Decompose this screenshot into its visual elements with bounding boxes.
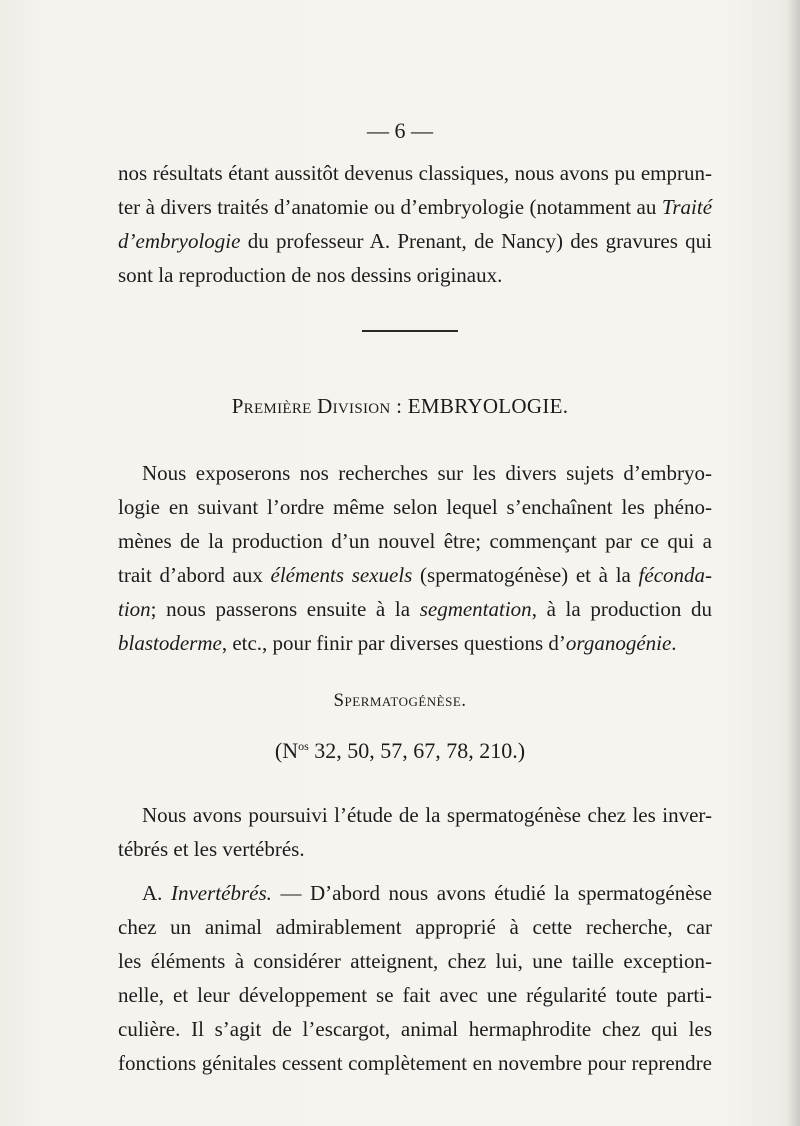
text-span: A. xyxy=(142,881,163,905)
text-line: nos résultats étant aussitôt devenus classiques, nous avons pu emprun- xyxy=(118,161,712,185)
numbers-superscript: os xyxy=(298,739,309,753)
text-span: (spermatogénèse) et à la xyxy=(420,563,631,587)
text-line xyxy=(118,558,712,592)
text-line: mènes de la production d’un nouvel être; commençant par ce qui a xyxy=(118,529,712,553)
text-line xyxy=(118,626,712,660)
reference-numbers xyxy=(0,738,800,764)
italic-span: d’embryologie xyxy=(118,229,241,253)
text-line: chez un animal admirablement approprié à cette recherche, car xyxy=(118,915,712,939)
paragraph-spermatogenese xyxy=(118,798,712,866)
text-line: les éléments à considérer atteignent, chez lui, une taille exception- xyxy=(118,949,712,973)
text-span: du professeur A. Prenant, de Nancy) des gravures qui xyxy=(247,229,712,253)
italic-span: féconda- xyxy=(638,563,713,587)
text-line xyxy=(118,592,712,626)
text-span: ; nous passerons ensuite à la xyxy=(150,597,411,621)
text-line: logie en suivant l’ordre même selon lequel s’enchaînent les phéno- xyxy=(118,495,712,519)
text-span: ter à divers traités d’anatomie ou d’embryologie (notamment au xyxy=(118,195,657,219)
italic-span: organogénie xyxy=(565,631,672,655)
italic-span: Invertébrés. xyxy=(170,881,272,905)
text-span: . xyxy=(671,631,677,655)
text-line: Nous exposerons nos recherches sur les divers sujets d’embryo- xyxy=(142,461,712,485)
text-line xyxy=(118,190,712,224)
paragraph-embryology-intro xyxy=(118,456,712,660)
numbers-prefix: (N xyxy=(274,738,299,763)
division-heading-prefix: Première Division : xyxy=(231,394,403,418)
intro-paragraph xyxy=(118,156,712,292)
text-line: nelle, et leur développement se fait avec une régularité toute parti- xyxy=(118,983,712,1007)
division-heading xyxy=(0,394,800,419)
italic-span: tion xyxy=(118,597,151,621)
text-line: culière. Il s’agit de l’escargot, animal hermaphrodite chez qui les xyxy=(118,1017,712,1041)
page-edge-shadow xyxy=(786,0,800,1126)
text-line: sont la reproduction de nos dessins originaux. xyxy=(118,263,503,287)
text-line xyxy=(118,224,712,258)
text-span: trait d’abord aux xyxy=(118,563,263,587)
division-heading-title: EMBRYOLOGIE. xyxy=(407,394,569,418)
text-line: tébrés et les vertébrés. xyxy=(118,837,305,861)
italic-span: éléments sexuels xyxy=(270,563,413,587)
text-line: Nous avons poursuivi l’étude de la spermatogénèse chez les inver- xyxy=(142,803,712,827)
section-heading-spermatogenese: Spermatogénèse. xyxy=(333,690,467,711)
italic-span: Traité xyxy=(661,195,713,219)
text-span: , à la production du xyxy=(531,597,712,621)
section-divider xyxy=(362,330,458,332)
numbers-list: 32, 50, 57, 67, 78, 210.) xyxy=(308,738,526,763)
text-span: — D’abord nous avons étudié la spermatogénèse xyxy=(280,881,713,905)
page-number: — 6 — xyxy=(367,118,433,143)
text-line: fonctions génitales cessent complètement en novembre pour reprendre xyxy=(118,1051,712,1075)
text-span: , etc., pour finir par diverses questions d’ xyxy=(221,631,566,655)
italic-span: segmentation xyxy=(419,597,532,621)
paragraph-invertebres xyxy=(118,876,712,1080)
italic-span: blastoderme xyxy=(118,631,222,655)
text-line xyxy=(118,876,712,910)
